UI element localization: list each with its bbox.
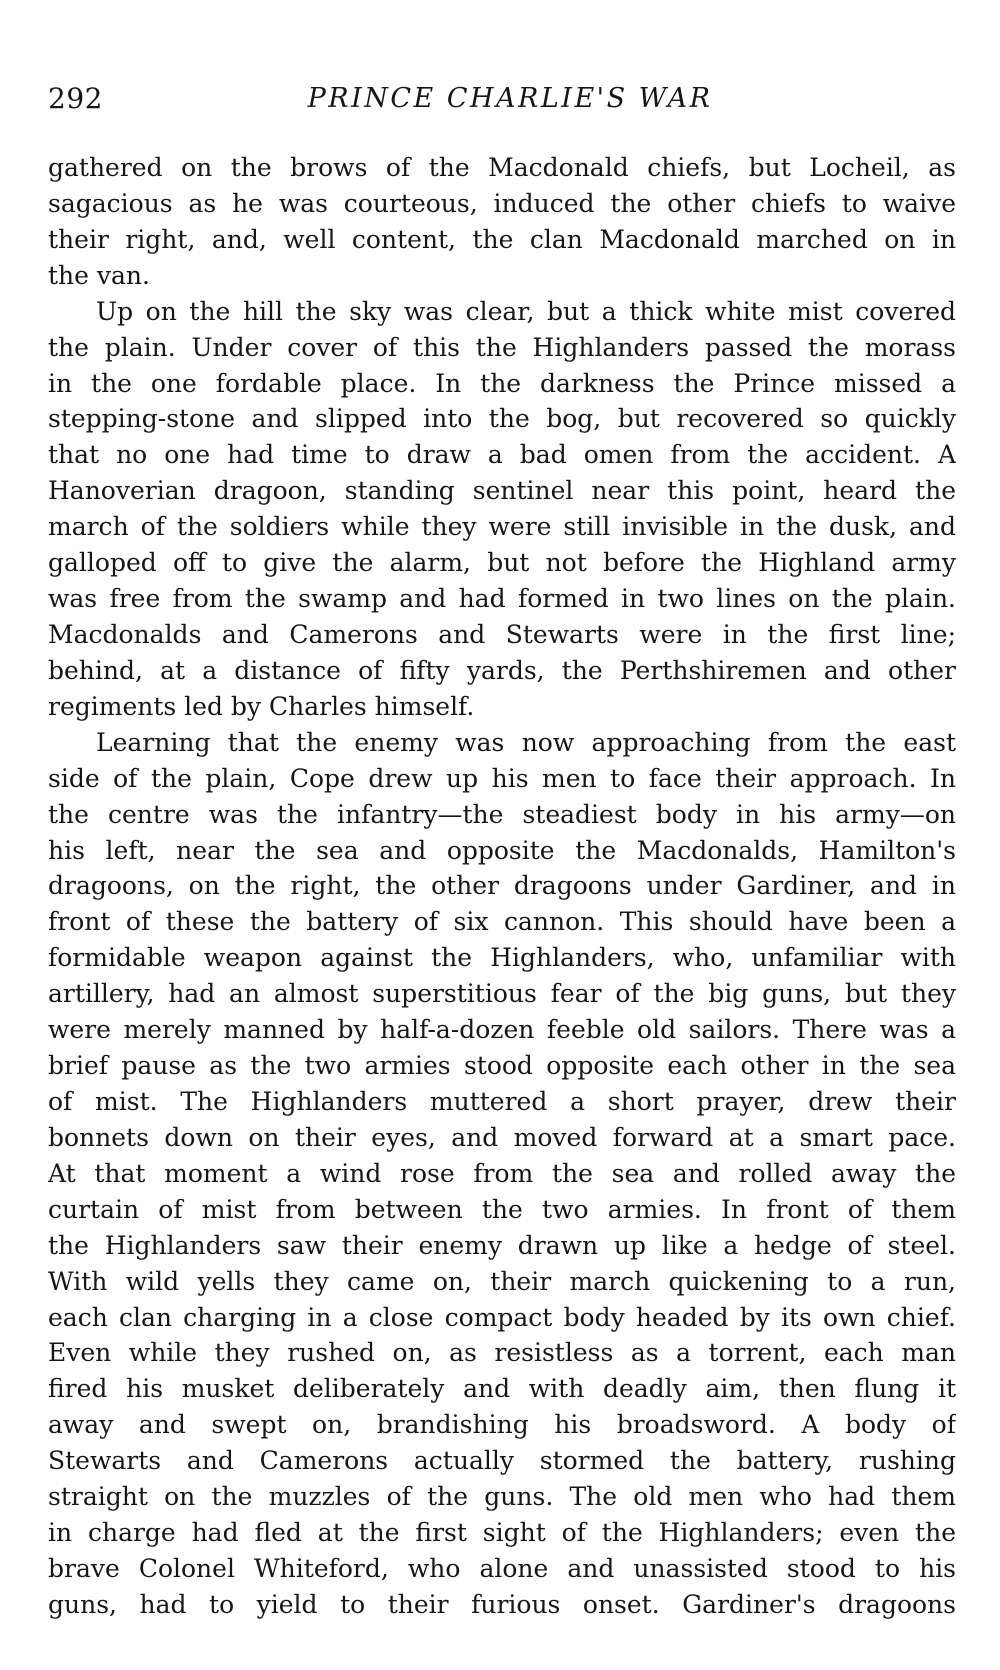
text-line: Macdonalds and Camerons and Stewarts were in the first line;: [48, 619, 956, 649]
text-line: dragoons, on the right, the other dragoons under Gardiner, and in: [48, 871, 956, 901]
text-line: behind, at a distance of fifty yards, the Perthshiremen and other: [48, 655, 956, 685]
text-line: Even while they rushed on, as resistless as a torrent, each man: [48, 1338, 956, 1368]
text-line: straight on the muzzles of the guns. The old men who had them: [48, 1482, 956, 1512]
text-line: their right, and, well content, the clan Macdonald marched on in: [48, 224, 956, 254]
text-line: in the one fordable place. In the darkness the Prince missed a: [48, 368, 956, 398]
text-line: away and swept on, brandishing his broadsword. A body of: [48, 1410, 956, 1440]
text-line: the centre was the infantry—the steadiest body in his army—on: [48, 799, 956, 829]
text-line: Up on the hill the sky was clear, but a thick white mist covered: [96, 296, 956, 326]
text-line: of mist. The Highlanders muttered a short prayer, drew their: [48, 1086, 956, 1116]
text-line: At that moment a wind rose from the sea and rolled away the: [48, 1158, 956, 1188]
text-line: With wild yells they came on, their march quickening to a run,: [48, 1266, 956, 1296]
text-line: curtain of mist from between the two armies. In front of them: [48, 1194, 956, 1224]
text-line: was free from the swamp and had formed in two lines on the plain.: [48, 584, 956, 614]
text-line: galloped off to give the alarm, but not before the Highland army: [48, 548, 956, 578]
text-line: Learning that the enemy was now approaching from the east: [96, 727, 956, 757]
text-line: Stewarts and Camerons actually stormed the battery, rushing: [48, 1446, 956, 1476]
text-line: Hanoverian dragoon, standing sentinel near this point, heard the: [48, 476, 956, 506]
text-line: the plain. Under cover of this the Highlanders passed the morass: [48, 332, 956, 362]
text-line: side of the plain, Cope drew up his men to face their approach. In: [48, 763, 956, 793]
text-line: brave Colonel Whiteford, who alone and unassisted stood to his: [48, 1553, 956, 1583]
text-line: formidable weapon against the Highlanders, who, unfamiliar with: [48, 943, 956, 973]
text-line: his left, near the sea and opposite the Macdonalds, Hamilton's: [48, 835, 956, 865]
text-line: each clan charging in a close compact body headed by its own chief.: [48, 1302, 956, 1332]
text-line: artillery, had an almost superstitious fear of the big guns, but they: [48, 979, 956, 1009]
text-line: the van.: [48, 260, 150, 290]
text-line: were merely manned by half-a-dozen feeble old sailors. There was a: [48, 1015, 956, 1045]
text-line: sagacious as he was courteous, induced the other chiefs to waive: [48, 188, 956, 218]
text-line: bonnets down on their eyes, and moved forward at a smart pace.: [48, 1122, 956, 1152]
text-line: the Highlanders saw their enemy drawn up like a hedge of steel.: [48, 1230, 956, 1260]
running-title: PRINCE CHARLIE'S WAR: [307, 83, 713, 114]
text-line: fired his musket deliberately and with deadly aim, then flung it: [48, 1374, 956, 1404]
text-line: in charge had fled at the first sight of the Highlanders; even the: [48, 1518, 956, 1548]
text-line: march of the soldiers while they were still invisible in the dusk, and: [48, 512, 956, 542]
page-number: 292: [48, 82, 103, 115]
text-line: brief pause as the two armies stood opposite each other in the sea: [48, 1051, 956, 1081]
text-line: stepping-stone and slipped into the bog, but recovered so quickly: [48, 404, 956, 434]
text-line: front of these the battery of six cannon. This should have been a: [48, 907, 956, 937]
text-line: that no one had time to draw a bad omen from the accident. A: [48, 440, 956, 470]
running-head: [48, 81, 956, 121]
text-line: gathered on the brows of the Macdonald chiefs, but Locheil, as: [48, 153, 956, 182]
body-text: [48, 150, 956, 1623]
text-line: regiments led by Charles himself.: [48, 691, 475, 721]
text-line: guns, had to yield to their furious onset. Gardiner's dragoons: [48, 1589, 956, 1619]
